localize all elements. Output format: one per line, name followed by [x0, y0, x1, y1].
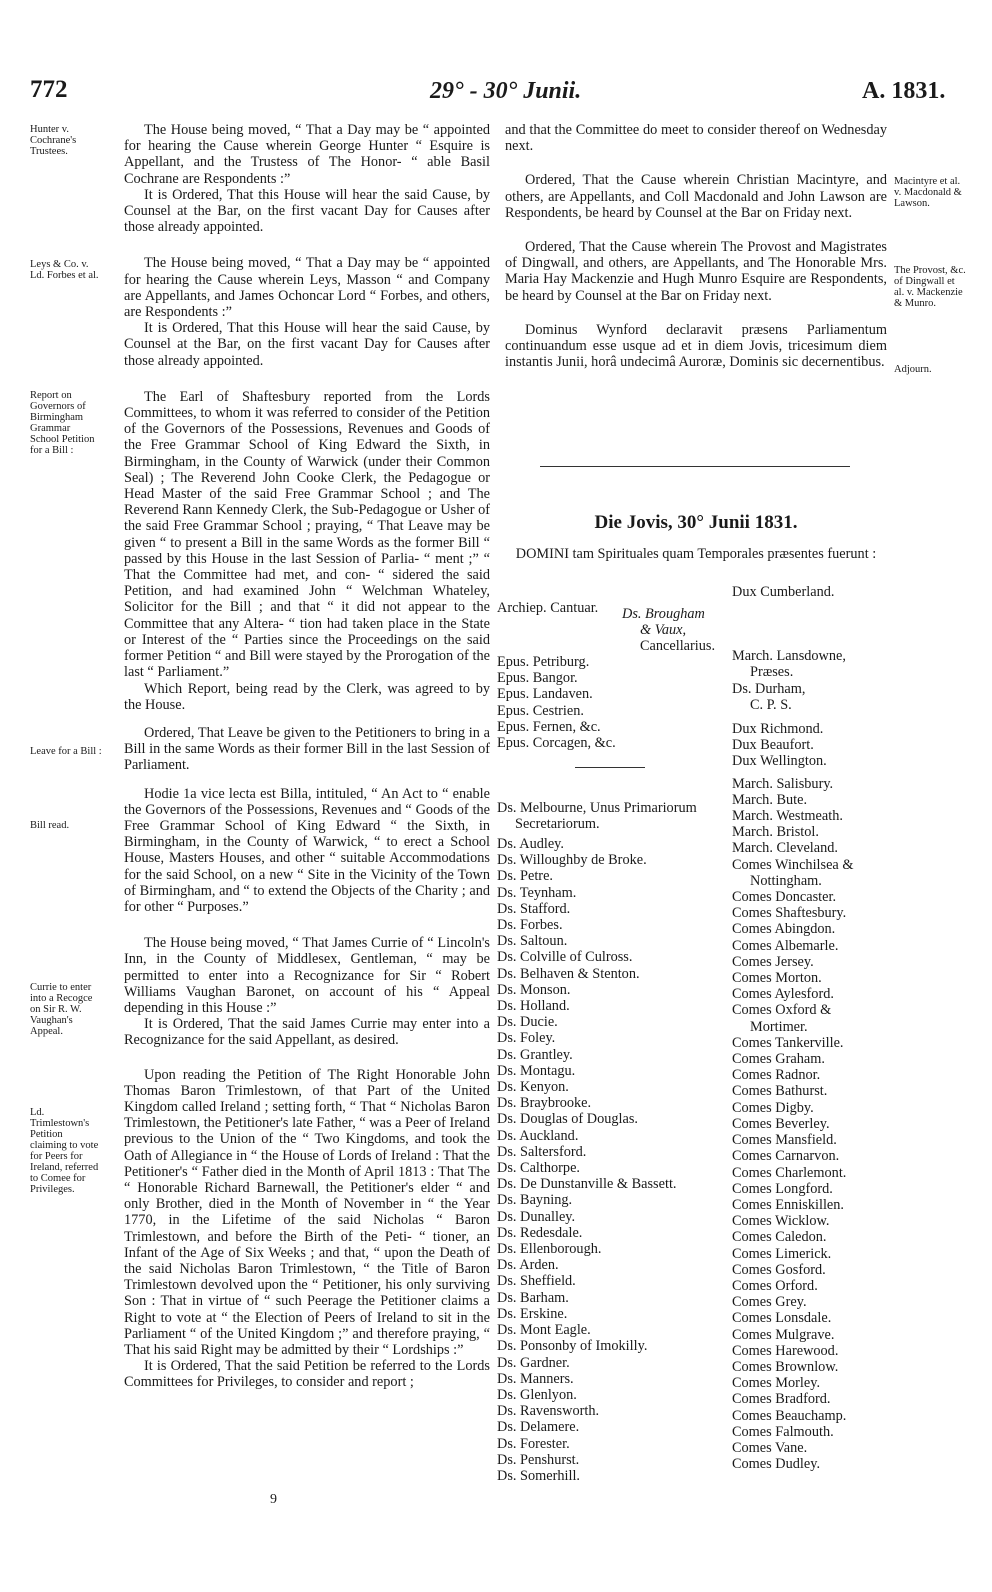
leave-order: Ordered, That Leave be given to the Petitioners to bring in a Bill in the same Words as their former Bill in the last Session of Parliament. — [124, 724, 490, 774]
peer-entry: Præses. — [750, 664, 794, 681]
chancellor-line: & Vaux, — [640, 622, 687, 639]
leys-paragraph: The House being moved, “ That a Day may be “ appointed for hearing the Cause wherein Leys, Masson “ and Company are Appellants, and James Ochoncar Lord “ Forbes, and others, are Respondents :” — [124, 255, 490, 321]
sidenote-leys: Leys & Co. v. Ld. Forbes et al. — [30, 259, 99, 281]
sidenote-report: Report on Governors of Birmingham Grammar School Petition for a Bill : — [30, 390, 95, 456]
peer-entry: March. Westmeath. — [732, 808, 843, 825]
bill-read-paragraph: Hodie 1a vice lecta est Billa, intituled, “ An Act to “ enable the Governors of the Possessions, Revenues and “ Goods of the Free Grammar School of King Edward “ the Sixth, in Birmingham, in the County of Warwick, “ to erect a School House, Masters Houses, and other “ suitable Accommodations for the said School, on a new “ Site in the Vicinity of the Town of Birmingham, and “ to extend the Objects of the Charity ; and for other “ Purposes.” — [124, 785, 490, 915]
peer-entry: Comes Grey. — [732, 1294, 807, 1311]
right-column — [505, 122, 887, 370]
peer-entry: Comes Beauchamp. — [732, 1407, 847, 1424]
baron-entry: Ds. Delamere. — [497, 1419, 580, 1436]
baron-entry: Ds. Holland. — [497, 998, 570, 1015]
peer-entry: Comes Falmouth. — [732, 1423, 834, 1440]
baron-entry: Ds. Auckland. — [497, 1127, 579, 1144]
peer-entry: Comes Carnarvon. — [732, 1148, 840, 1165]
leys-order: It is Ordered, That this House will hear the said Cause, by Counsel at the Bar, on the first vacant Day for Causes after those already appointed. — [124, 320, 490, 369]
baron-entry: Ds. Stafford. — [497, 900, 571, 917]
peer-entry: Comes Bradford. — [732, 1391, 831, 1408]
peer-entry: Comes Digby. — [732, 1099, 814, 1116]
peer-entry: Comes Lonsdale. — [732, 1310, 832, 1327]
section-divider — [540, 466, 850, 467]
baron-entry: Ds. Penshurst. — [497, 1451, 580, 1468]
baron-entry: Ds. Ponsonby of Imokilly. — [497, 1338, 648, 1355]
baron-entry: Ds. Mont Eagle. — [497, 1322, 591, 1339]
trimlestown-order: It is Ordered, That the said Petition be referred to the Lords Committees for Privileges, to consider and report ; — [124, 1358, 490, 1391]
peer-entry: Comes Caledon. — [732, 1229, 827, 1246]
peer-entry: Comes Harewood. — [732, 1342, 839, 1359]
sidenote-macintyre: Macintyre et al. v. Macdonald & Lawson. — [894, 176, 962, 209]
committee-continuation: and that the Committee do meet to consider thereof on Wednesday next. — [505, 122, 887, 155]
peer-entry: Comes Wicklow. — [732, 1213, 830, 1230]
bishop-entry: Epus. Landaven. — [497, 686, 593, 703]
baron-entry: Ds. Foley. — [497, 1030, 556, 1047]
bishop-entry: Epus. Petriburg. — [497, 654, 590, 670]
page-year: A. 1831. — [862, 78, 946, 104]
bishop-entry: Epus. Fernen, &c. — [497, 718, 601, 735]
trimlestown-paragraph: Upon reading the Petition of The Right Honorable John Thomas Baron Trimlestown, of that Part of the United Kingdom called Ireland ; setting forth, “ That “ Nicholas Baron Trimlestown, the Petitioner's late Father, “ was a Peer of Ireland previous to the Union of the “ Two Kingdoms, and took the Oath of Allegiance in “ the House of Lords of Ireland : That the Petitioner's “ Father died in the Month of April 1813 : That The “ Honorable Richard Barnewall, the Petitioner's elder “ and only Brother, died in the Month of November in “ the Year 1770, in the Lifetime of the said Nicholas “ Baron Trimlestown, and before the Birth of the Peti- “ tioner, an Infant of the Age of Six Weeks ; and that, “ upon the Death of the said Nicholas Baron Trimlestown, “ the Title of Baron Trimlestown devolved upon the “ Petitioner, his only surviving Son : That in virtue of “ such Peerage the Petitioner claims a Right to vote at “ the Election of Peers of Ireland to sit in the Parliament “ of the United Kingdom ;” and therefore praying, “ That his said Right may be admitted by their “ Lordships :” — [124, 1066, 490, 1359]
sidenote-bill-read: Bill read. — [30, 820, 70, 831]
peer-entry: Mortimer. — [750, 1018, 808, 1035]
peer-entry: Comes Abingdon. — [732, 921, 836, 938]
archbishop-entry: Archiep. Cantuar. — [497, 600, 599, 616]
peer-entry: Comes Shaftesbury. — [732, 905, 847, 922]
peer-entry: Dux Richmond. — [732, 721, 824, 738]
secretary-line: Ds. Melbourne, Unus Primariorum — [497, 800, 697, 816]
bishop-entry: Epus. Corcagen, &c. — [497, 735, 616, 752]
sidenote-hunter: Hunter v. Cochrane's Trustees. — [30, 124, 77, 157]
peer-entry: Comes Dudley. — [732, 1456, 821, 1473]
peer-entry: Comes Mansfield. — [732, 1132, 837, 1149]
baron-entry: Ds. Redesdale. — [497, 1224, 583, 1241]
baron-entry: Ds. Kenyon. — [497, 1079, 569, 1096]
baron-entry: Ds. De Dunstanville & Bassett. — [497, 1176, 677, 1193]
domini-intro — [505, 546, 887, 562]
baron-entry: Ds. Douglas of Douglas. — [497, 1111, 638, 1128]
baron-entry: Ds. Arden. — [497, 1257, 559, 1274]
baron-entry: Ds. Ducie. — [497, 1014, 558, 1031]
peer-entry: Comes Morton. — [732, 970, 822, 987]
sidenote-currie: Currie to enter into a Recogce on Sir R. W. Vaughan's Appeal. — [30, 982, 93, 1037]
baron-entry: Ds. Saltersford. — [497, 1143, 587, 1160]
provost-order: Ordered, That the Cause wherein The Provost and Magistrates of Dingwall, and others, are Appellants, and The Honorable Mrs. Maria Hay Mackenzie and Hugh Munro Esquire are Respondents, be heard by Counsel at the Bar on Friday next. — [505, 239, 887, 304]
baron-entry: Ds. Gardner. — [497, 1354, 570, 1371]
peer-entry: Comes Longford. — [732, 1180, 833, 1197]
bishop-entry: Epus. Bangor. — [497, 670, 578, 687]
peer-entry: Comes Tankerville. — [732, 1034, 844, 1051]
peer-entry: Dux Cumberland. — [732, 584, 835, 600]
baron-entry: Ds. Colville of Culross. — [497, 949, 633, 966]
chancellor-entry — [622, 606, 715, 655]
sitting-date-title: Die Jovis, 30° Junii 1831. — [594, 512, 798, 533]
sidenote-adjourn: Adjourn. — [894, 364, 932, 375]
report-paragraph: The Earl of Shaftesbury reported from the Lords Committees, to whom it was referred to consider of the Petition of the Governors of the Possessions, Revenues and Goods of the Free Grammar School of King Edward the Sixth, in Birmingham, in the County of Warwick (under their Common Seal) ; The Reverend John Cooke Clerk, the Pedagogue or Head Master of the said Free Grammar School ; and The Reverend Rann Kennedy Clerk, the Sub-Pedagogue or Usher of the said Free Grammar School ; praying, “ That Leave may be given “ to present a Bill in the same Words as the former Bill “ passed by this House in the last Session of Parlia- “ ment ;” “ That the Committee had met, and con- “ sidered the said Petition, and had examined John “ Welchman Whateley, Solicitor for the Bill ; and that “ it did not appear to the Committee that any Altera- “ tion had taken place in the State or Interest of the “ Parties since the Proceedings on the said former Petition “ and Bill were stayed by the Prorogation of the last “ Parliament.” — [124, 388, 490, 681]
peer-entry: March. Salisbury. — [732, 775, 834, 792]
barons-list — [497, 836, 677, 1484]
adjournment-paragraph: Dominus Wynford declaravit præsens Parliamentum continuandum esse usque ad et in diem Jovis, tricesimum diem instantis Junii, horâ undecimâ Auroræ, Dominis sic decernentibus. — [505, 321, 887, 371]
baron-entry: Ds. Petre. — [497, 868, 553, 885]
sidenote-trimlestown: Ld. Trimlestown's Petition claiming to vote for Peers for Ireland, referred to Comee for Privileges. — [30, 1107, 99, 1195]
peer-entry: Comes Albemarle. — [732, 937, 839, 954]
baron-entry: Ds. Forbes. — [497, 917, 563, 934]
bishops-list — [497, 654, 616, 751]
baron-entry: Ds. Willoughby de Broke. — [497, 852, 647, 869]
peer-entry: Comes Vane. — [732, 1439, 808, 1456]
baron-entry: Ds. Belhaven & Stenton. — [497, 965, 640, 982]
peer-entry: Comes Doncaster. — [732, 889, 837, 906]
currie-order: It is Ordered, That the said James Currie may enter into a Recognizance for the said Appellant, as desired. — [124, 1016, 490, 1049]
baron-entry: Ds. Montagu. — [497, 1062, 576, 1079]
peer-entry: Comes Limerick. — [732, 1245, 832, 1262]
peer-entry: March. Bristol. — [732, 824, 819, 841]
baron-entry: Ds. Barham. — [497, 1289, 569, 1306]
peers-right-list — [732, 584, 853, 1472]
bishop-entry: Epus. Cestrien. — [497, 702, 584, 719]
page-date-heading: 29° - 30° Junii. — [430, 78, 582, 104]
peer-entry: C. P. S. — [750, 696, 792, 713]
baron-entry: Ds. Saltoun. — [497, 933, 568, 950]
peer-entry: Nottingham. — [750, 872, 822, 889]
peer-entry: Dux Wellington. — [732, 753, 827, 770]
peer-entry: Comes Jersey. — [732, 953, 814, 970]
baron-entry: Ds. Calthorpe. — [497, 1160, 580, 1177]
report-agreed: Which Report, being read by the Clerk, was agreed to by the House. — [124, 680, 490, 713]
secretary-entry — [497, 800, 697, 832]
peer-entry: Comes Aylesford. — [732, 986, 834, 1003]
baron-entry: Ds. Sheffield. — [497, 1273, 576, 1290]
hunter-order: It is Ordered, That this House will hear the said Cause, by Counsel at the Bar, on the first vacant Day for Causes after those already appointed. — [124, 186, 490, 236]
peer-entry: March. Cleveland. — [732, 840, 838, 857]
peer-entry: Comes Charlemont. — [732, 1164, 847, 1181]
peer-entry: March. Lansdowne, — [732, 648, 846, 665]
peer-entry: Comes Brownlow. — [732, 1358, 839, 1375]
chancellor-line: Cancellarius. — [640, 638, 716, 655]
peer-entry: Comes Beverley. — [732, 1115, 830, 1132]
peer-entry: Comes Graham. — [732, 1051, 825, 1068]
baron-entry: Ds. Somerhill. — [497, 1467, 581, 1484]
baron-entry: Ds. Braybrooke. — [497, 1095, 592, 1112]
chancellor-line: Ds. Brougham — [622, 606, 705, 622]
peer-entry: Comes Enniskillen. — [732, 1196, 844, 1213]
baron-entry: Ds. Dunalley. — [497, 1208, 576, 1225]
peer-entry: Comes Radnor. — [732, 1067, 821, 1084]
peer-entry: Comes Orford. — [732, 1277, 818, 1294]
baron-entry: Ds. Ravensworth. — [497, 1403, 600, 1420]
peer-entry: Comes Mulgrave. — [732, 1326, 835, 1343]
hunter-paragraph: The House being moved, “ That a Day may be “ appointed for hearing the Cause wherein George Hunter “ Esquire is Appellant, and the Trustess of The Honor- “ able Basil Cochrane are Respondents :” — [124, 122, 490, 187]
baron-entry: Ds. Glenlyon. — [497, 1386, 577, 1403]
baron-entry: Ds. Ellenborough. — [497, 1241, 602, 1258]
left-column — [124, 122, 490, 1391]
page-number: 772 — [30, 76, 68, 103]
peer-entry: Comes Gosford. — [732, 1261, 826, 1278]
baron-entry: Ds. Monson. — [497, 981, 571, 998]
peer-entry: Dux Beaufort. — [732, 737, 814, 754]
peer-entry: Comes Bathurst. — [732, 1083, 828, 1100]
baron-entry: Ds. Forester. — [497, 1435, 570, 1452]
baron-entry: Ds. Audley. — [497, 836, 564, 852]
list-divider — [575, 767, 645, 768]
list-spacer — [732, 600, 853, 648]
baron-entry: Ds. Manners. — [497, 1370, 574, 1387]
domini-heading: DOMINI tam Spirituales quam Temporales præsentes fuerunt : — [515, 546, 877, 562]
signature-mark: 9 — [270, 1492, 277, 1507]
baron-entry: Ds. Erskine. — [497, 1305, 568, 1322]
list-spacer — [732, 713, 853, 721]
peer-entry: March. Bute. — [732, 791, 808, 808]
baron-entry: Ds. Bayning. — [497, 1192, 573, 1209]
peer-entry: Comes Morley. — [732, 1375, 821, 1392]
secretary-line: Secretariorum. — [515, 816, 600, 833]
sidenote-provost: The Provost, &c. of Dingwall et al. v. Mackenzie & Munro. — [894, 265, 966, 309]
currie-paragraph: The House being moved, “ That James Currie of “ Lincoln's Inn, in the County of Middlesex, Gentleman, “ may be permitted to enter into a Recognizance for Sir “ Robert Williams Vaughan Baronet, on account of his “ Appeal depending in this House :” — [124, 935, 490, 1016]
peer-entry: Comes Winchilsea & — [732, 856, 854, 873]
peer-entry: Ds. Durham, — [732, 680, 806, 697]
peer-entry: Comes Oxford & — [732, 1002, 832, 1019]
baron-entry: Ds. Grantley. — [497, 1046, 573, 1063]
baron-entry: Ds. Teynham. — [497, 884, 577, 901]
sidenote-leave: Leave for a Bill : — [30, 746, 102, 757]
macintyre-order: Ordered, That the Cause wherein Christian Macintyre, and others, are Appellants, and Coll Macdonald and John Lawson are Respondents, be heard by Counsel at the Bar on Friday next. — [505, 172, 887, 221]
